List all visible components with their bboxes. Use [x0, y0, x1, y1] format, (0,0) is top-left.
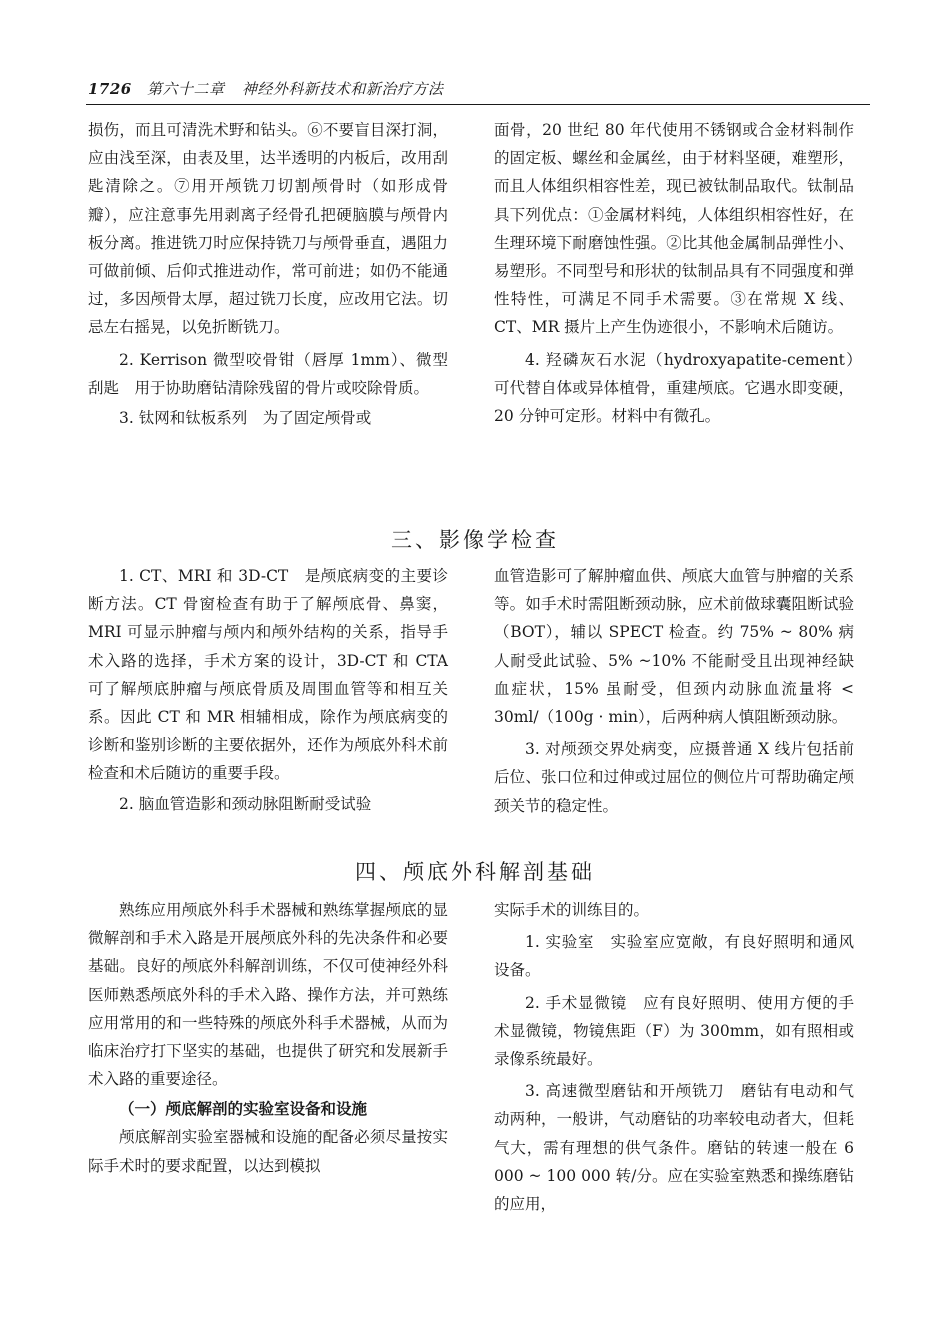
paragraph: 4. 羟磷灰石水泥（hydroxyapatite-cement） 可代替自体或异体植骨，重建颅底。它遇水即变硬，20 分钟可定形。材料中有微孔。	[494, 350, 870, 426]
right-column	[494, 116, 870, 432]
paragraph: 损伤，而且可清洗术野和钻头。⑥不要盲目深打洞，应由浅至深，由表及里，达半透明的内板后，改用刮匙清除之。⑦用开颅铣刀切割颅骨时（如形成骨瓣），应注意事先用剥离子经骨孔把硬脑膜与颅骨内板分离。推进铣刀时应保持铣刀与颅骨垂直，遇阻力可做前倾、后仰式推进动作，常可前进；如仍不能通过，多因颅骨太厚，超过铣刀长度，应改用它法。切忌左右摇晃，以免折断铣刀。	[88, 121, 448, 337]
chapter-title: 神经外科新技术和新治疗方法	[241, 80, 444, 98]
left-column	[88, 896, 448, 1218]
chapter-label: 第六十二章	[147, 80, 225, 98]
paragraph: 血管造影可了解肿瘤血供、颅底大血管与肿瘤的关系等。如手术时需阻断颈动脉，应术前做球囊阻断试验（BOT），辅以 SPECT 检查。约 75% ~ 80% 病人耐受此试验、5% ~10% 不能耐受且出现神经缺血症状，15% 虽耐受，但颈内动脉血流量将 < 30ml/（100g · min），后两种病人慎阻断颈动脉。	[494, 567, 854, 727]
paragraph: 2. 手术显微镜 应有良好照明、使用方便的手术显微镜，物镜焦距（F）为 300mm，如有照相或录像系统最好。	[494, 993, 854, 1069]
paragraph: 2. Kerrison 微型咬骨钳（唇厚 1mm）、微型刮匙 用于协助磨钻清除残留的骨片或咬除骨质。	[88, 350, 448, 397]
paragraph: 颅底解剖实验室器械和设施的配备必须尽量按实际手术时的要求配置，以达到模拟	[88, 1128, 448, 1175]
left-column	[88, 562, 448, 820]
paragraph: 1. CT、MRI 和 3D-CT 是颅底病变的主要诊断方法。CT 骨窗检查有助于了解颅底骨、鼻窦，MRI 可显示肿瘤与颅内和颅外结构的关系，指导手术入路的选择，手术方案的设计，3D-CT 和 CTA 可了解颅底肿瘤与颅底骨质及周围血管等和相互关系。因此 CT 和 MR 相辅相成，除作为颅底病变的诊断和鉴别诊断的主要依据外，还作为颅底外科术前检查和术后随访的重要手段。	[88, 567, 448, 783]
page-header	[88, 78, 868, 99]
left-column	[88, 116, 448, 432]
section-anatomy	[88, 896, 854, 1218]
header-rule	[86, 104, 870, 105]
section-instruments	[88, 116, 870, 432]
paragraph: 实际手术的训练目的。	[494, 901, 650, 919]
paragraph: 2. 脑血管造影和颈动脉阻断耐受试验	[119, 794, 372, 813]
paragraph: 3. 钛网和钛板系列 为了固定颅骨或	[119, 409, 372, 428]
paragraph: 熟练应用颅底外科手术器械和熟练掌握颅底的显微解剖和手术入路是开展颅底外科的先决条件和必要基础。良好的颅底外科解剖训练，不仅可使神经外科医师熟悉颅底外科的手术入路、操作方法，并可熟练应用常用的和一些特殊的颅底外科手术器械，从而为临床治疗打下坚实的基础，也提供了研究和发展新手术入路的重要途径。	[88, 901, 448, 1089]
paragraph: 面骨，20 世纪 80 年代使用不锈钢或合金材料制作的固定板、螺丝和金属丝，由于材料坚硬，难塑形，而且人体组织相容性差，现已被钛制品取代。钛制品具下列优点：①金属材料纯，人体组织相容性好，在生理环境下耐磨蚀性强。②比其他金属制品弹性小、易塑形。不同型号和形状的钛制品具有不同强度和弹性特性，可满足不同手术需要。③在常规 X 线、CT、MR 摄片上产生伪迹很小，不影响术后随访。	[494, 121, 854, 337]
paragraph: 3. 高速微型磨钻和开颅铣刀 磨钻有电动和气动两种，一般讲，气动磨钻的功率较电动者大，但耗气大，需有理想的供气条件。磨钻的转速一般在 6 000 ~ 100 000 转/分。应在实验室熟悉和操练磨钻的应用，	[494, 1082, 854, 1214]
section-heading-imaging: 三、影像学检查	[391, 528, 559, 552]
paragraph: 1. 实验室 实验室应宽敞，有良好照明和通风设备。	[494, 933, 854, 980]
section-imaging	[88, 562, 854, 820]
subheading: （一）颅底解剖的实验室设备和设施	[119, 1100, 368, 1119]
right-column	[494, 896, 854, 1218]
right-column	[494, 562, 854, 820]
section-heading-anatomy: 四、颅底外科解剖基础	[355, 860, 595, 884]
paragraph: 3. 对颅颈交界处病变，应摄普通 X 线片包括前后位、张口位和过伸或过屈位的侧位片可帮助确定颅颈关节的稳定性。	[494, 740, 854, 815]
page-number: 1726	[88, 80, 132, 98]
